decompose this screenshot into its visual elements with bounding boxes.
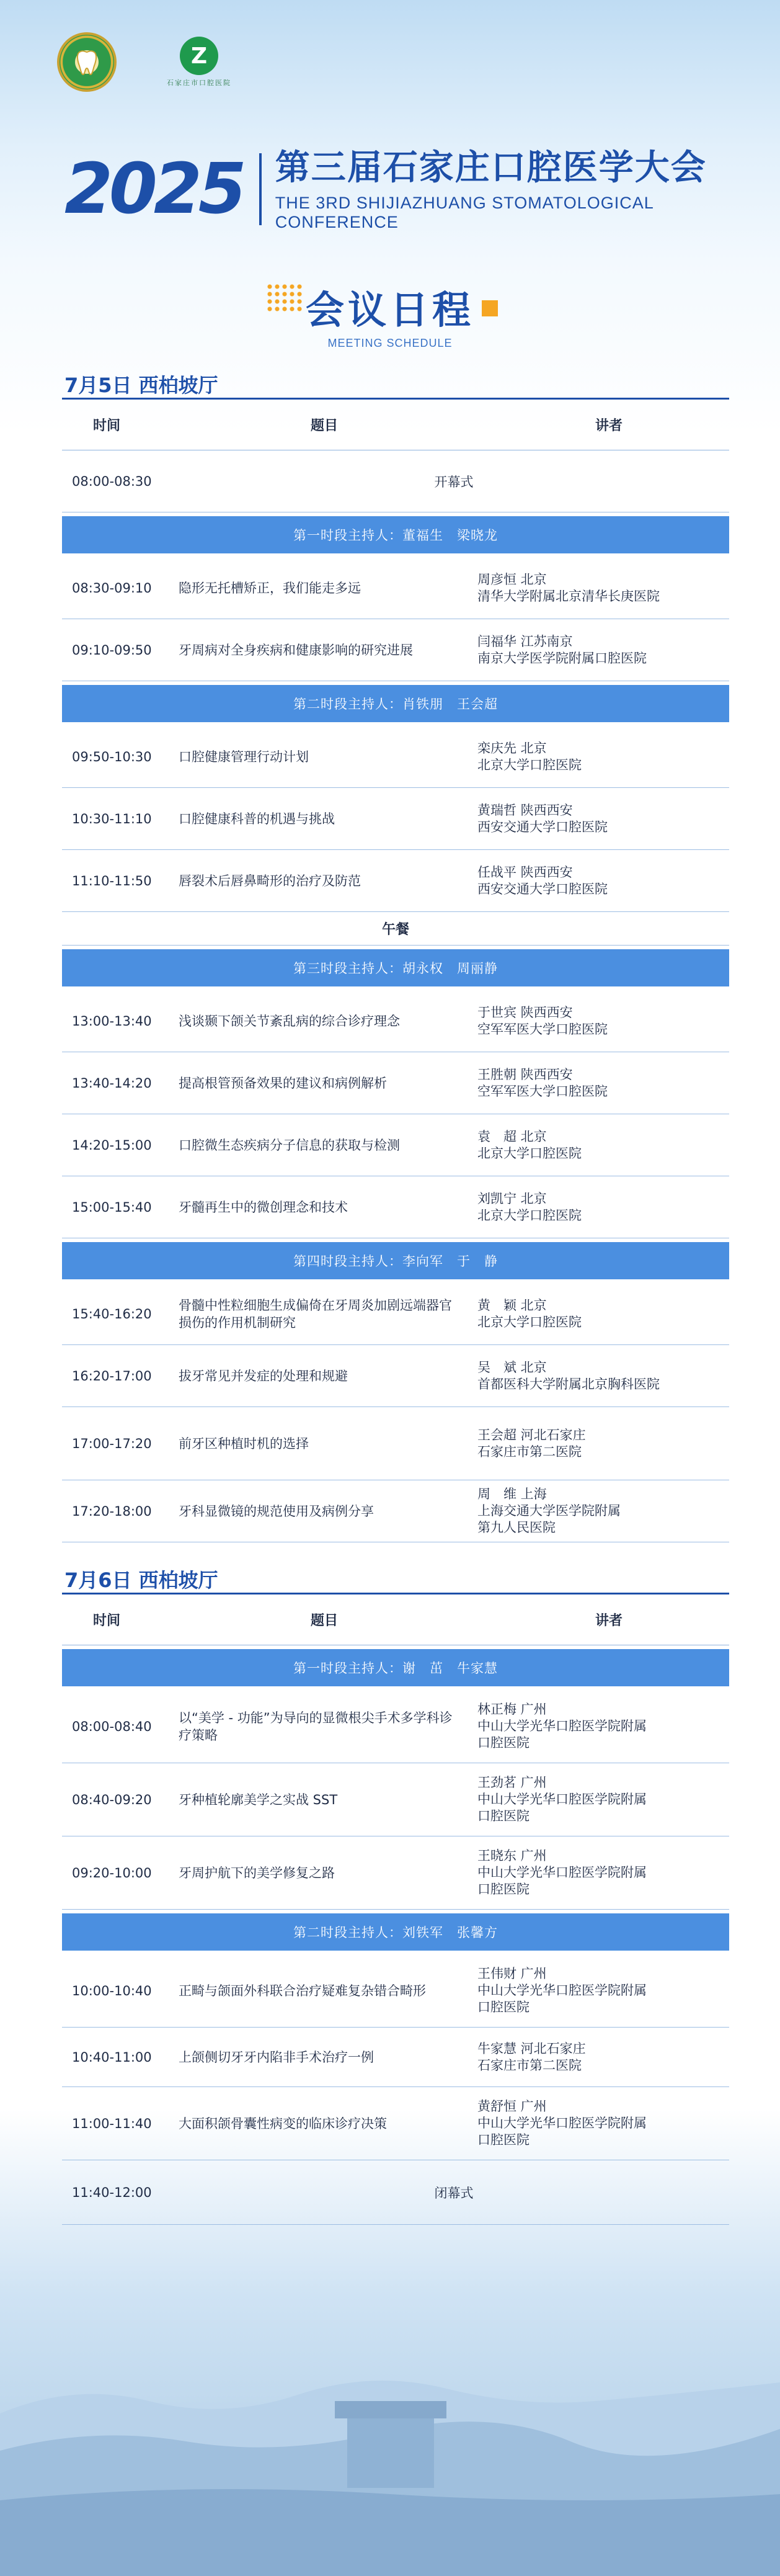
conference-year: 2025	[64, 149, 243, 230]
col-topic: 题目	[310, 418, 338, 434]
speaker-affiliation: 西安交通大学口腔医院	[477, 881, 608, 897]
speaker-affiliation: 北京大学口腔医院	[477, 1314, 582, 1330]
row-time: 09:10-09:50	[72, 642, 152, 658]
schedule-row	[62, 1836, 729, 1910]
schedule-row	[62, 1345, 729, 1407]
row-speaker	[471, 1297, 729, 1331]
day2-column-headers	[62, 1594, 729, 1645]
speaker-affiliation: 空军军医大学口腔医院	[477, 1083, 608, 1099]
speaker-name: 闫福华 江苏南京	[477, 633, 573, 649]
row-topic: 牙周护航下的美学修复之路	[179, 1865, 335, 1881]
row-time: 14:20-15:00	[72, 1137, 152, 1153]
row-time: 15:00-15:40	[72, 1199, 152, 1215]
hospital-mark-icon: Z	[180, 37, 218, 75]
row-speaker	[471, 1004, 729, 1038]
row-topic: 上颌侧切牙牙内陷非手术治疗一例	[179, 2049, 374, 2065]
row-speaker	[471, 1191, 729, 1224]
row-speaker	[471, 1848, 729, 1898]
row-time: 08:00-08:30	[72, 473, 152, 489]
col-speaker: 讲者	[595, 1613, 623, 1629]
row-time: 17:00-17:20	[72, 1436, 152, 1451]
row-topic: 隐形无托槽矫正，我们能走多远	[179, 580, 361, 596]
row-topic: 牙种植轮廓美学之实战 SST	[179, 1792, 338, 1807]
speaker-affiliation: 首都医科大学附属北京胸科医院	[477, 1376, 660, 1392]
speaker-affiliation: 北京大学口腔医院	[477, 1207, 582, 1223]
schedule-row	[62, 850, 729, 912]
row-speaker	[471, 1774, 729, 1825]
speaker-affiliation: 中山大学光华口腔医学院附属	[477, 1719, 647, 1733]
day2-rows	[62, 1649, 729, 2225]
day1-section	[62, 371, 729, 1542]
speaker-affiliation: 清华大学附属北京清华长庚医院	[477, 588, 660, 604]
speaker-name: 王晓东 广州	[477, 1848, 547, 1863]
day1-column-headers	[62, 400, 729, 450]
row-time: 16:20-17:00	[72, 1368, 152, 1384]
row-speaker	[471, 1359, 729, 1393]
speaker-affiliation: 北京大学口腔医院	[477, 757, 582, 772]
schedule-row	[62, 1954, 729, 2028]
speaker-affiliation: 中山大学光华口腔医学院附属	[477, 2116, 647, 2131]
speaker-name: 王劲茗 广州	[477, 1775, 547, 1790]
ceremony-label: 闭幕式	[434, 2185, 474, 2201]
speaker-name: 周彦恒 北京	[477, 571, 547, 587]
row-speaker	[471, 633, 729, 667]
title-en: THE 3RD SHIJIAZHUANG STOMATOLOGICAL CONFERENCE	[275, 194, 654, 231]
header	[0, 0, 780, 366]
col-speaker: 讲者	[595, 418, 623, 434]
row-topic: 牙髓再生中的微创理念和技术	[179, 1199, 348, 1215]
title-divider	[259, 153, 262, 225]
row-topic: 牙科显微镜的规范使用及病例分享	[179, 1503, 374, 1519]
row-topic: 口腔微生态疾病分子信息的获取与检测	[179, 1137, 400, 1153]
row-speaker	[471, 802, 729, 836]
speaker-affiliation: 西安交通大学口腔医院	[477, 819, 608, 834]
logos	[57, 32, 239, 92]
row-topic: 浅谈颞下颌关节紊乱病的综合诊疗理念	[179, 1013, 400, 1029]
speaker-name: 林正梅 广州	[477, 1702, 547, 1717]
speaker-name: 王胜朝 陕西西安	[477, 1067, 573, 1082]
row-time: 08:00-08:40	[72, 1719, 152, 1734]
schedule-title-cn: 会议日程	[305, 287, 474, 333]
ceremony-label: 开幕式	[434, 474, 474, 490]
speaker-affiliation-2: 口腔医院	[477, 1882, 530, 1897]
speaker-name: 任战平 陕西西安	[477, 864, 573, 880]
square-decoration-icon	[482, 300, 498, 316]
row-time: 09:50-10:30	[72, 749, 152, 764]
schedule-row	[62, 1763, 729, 1836]
schedule-row	[62, 726, 729, 788]
speaker-name: 于世宾 陕西西安	[477, 1004, 573, 1020]
speaker-affiliation: 北京大学口腔医院	[477, 1145, 582, 1161]
row-time: 10:00-10:40	[72, 1983, 152, 1998]
schedule-row	[62, 1690, 729, 1763]
row-topic: 提高根管预备效果的建议和病例解析	[179, 1075, 387, 1091]
speaker-affiliation-2: 口腔医院	[477, 1735, 530, 1750]
meal-break: 午餐	[62, 912, 729, 946]
schedule-row	[62, 1283, 729, 1345]
session-header: 第二时段主持人：肖铁朋 王会超	[62, 685, 729, 722]
row-topic: 唇裂术后唇鼻畸形的治疗及防范	[179, 873, 361, 888]
row-topic: 拔牙常见并发症的处理和规避	[179, 1368, 348, 1384]
row-speaker	[471, 1129, 729, 1162]
schedule-row	[62, 1480, 729, 1542]
schedule-row	[62, 990, 729, 1052]
campus-scene-illustration	[0, 2308, 780, 2576]
row-speaker	[471, 1701, 729, 1751]
schedule-row	[62, 2028, 729, 2087]
speaker-affiliation-2: 口腔医院	[477, 1809, 530, 1823]
row-topic: 以“美学 - 功能”为导向的显微根尖手术多学科诊疗策略	[179, 1710, 453, 1743]
col-time: 时间	[93, 418, 121, 434]
row-speaker	[471, 1966, 729, 2016]
speaker-affiliation: 中山大学光华口腔医学院附属	[477, 1792, 647, 1807]
row-topic: 大面积颌骨囊性病变的临床诊疗决策	[179, 2116, 387, 2131]
speaker-affiliation-2: 口腔医院	[477, 2000, 530, 2015]
session-header: 第二时段主持人：刘铁军 张馨方	[62, 1913, 729, 1951]
speaker-affiliation-2: 口腔医院	[477, 2132, 530, 2147]
schedule-row-ceremony	[62, 2160, 729, 2225]
schedule-row	[62, 557, 729, 619]
session-header: 第三时段主持人：胡永权 周丽静	[62, 949, 729, 986]
row-time: 10:30-11:10	[72, 811, 152, 826]
day2-title: 7月6日 西柏坡厅	[62, 1566, 729, 1594]
row-time: 11:10-11:50	[72, 873, 152, 888]
session-header: 第一时段主持人：董福生 梁晓龙	[62, 516, 729, 553]
schedule-row	[62, 1176, 729, 1238]
row-speaker	[471, 740, 729, 774]
col-time: 时间	[93, 1613, 121, 1629]
speaker-affiliation: 中山大学光华口腔医学院附属	[477, 1865, 647, 1880]
row-topic: 骨髓中性粒细胞生成偏倚在牙周炎加剧远端器官损伤的作用机制研究	[179, 1297, 452, 1330]
speaker-name: 黄瑞哲 陕西西安	[477, 802, 573, 818]
row-speaker	[471, 2098, 729, 2149]
speaker-name: 栾庆先 北京	[477, 740, 547, 756]
row-speaker	[471, 1427, 729, 1460]
schedule-row	[62, 2087, 729, 2160]
schedule-row	[62, 1114, 729, 1176]
schedule-row	[62, 1407, 729, 1480]
title-cn: 第三届石家庄口腔医学大会	[275, 148, 707, 188]
row-speaker	[471, 1486, 729, 1536]
col-topic: 题目	[310, 1613, 338, 1629]
speaker-name: 黄舒恒 广州	[477, 2099, 547, 2114]
row-time: 11:00-11:40	[72, 2116, 152, 2131]
speaker-affiliation: 空军军医大学口腔医院	[477, 1021, 608, 1037]
speaker-name: 王伟财 广州	[477, 1966, 547, 1981]
row-time: 09:20-10:00	[72, 1865, 152, 1881]
conference-title	[64, 146, 780, 232]
speaker-affiliation: 中山大学光华口腔医学院附属	[477, 1983, 647, 1998]
row-topic: 牙周病对全身疾病和健康影响的研究进展	[179, 642, 413, 658]
row-time: 08:30-09:10	[72, 580, 152, 596]
speaker-name: 吴 斌 北京	[477, 1359, 547, 1375]
row-speaker	[471, 571, 729, 605]
speaker-affiliation: 上海交通大学医学院附属	[477, 1503, 621, 1518]
row-time: 17:20-18:00	[72, 1503, 152, 1519]
schedule-title-block	[287, 279, 493, 334]
row-topic: 口腔健康科普的机遇与挑战	[179, 811, 335, 826]
schedule-row-ceremony	[62, 450, 729, 512]
row-speaker	[471, 2041, 729, 2074]
hospital-logo	[159, 37, 239, 87]
schedule-row	[62, 788, 729, 850]
day1-rows	[62, 450, 729, 1542]
day1-title: 7月5日 西柏坡厅	[62, 371, 729, 400]
schedule-row	[62, 619, 729, 681]
day2-section	[62, 1566, 729, 2225]
hospital-logo-text: 石家庄市口腔医院	[167, 79, 231, 87]
speaker-name: 王会超 河北石家庄	[477, 1427, 586, 1442]
session-header: 第四时段主持人：李向军 于 静	[62, 1242, 729, 1279]
speaker-name: 黄 颖 北京	[477, 1297, 547, 1313]
dots-decoration-icon	[266, 283, 302, 313]
speaker-name: 牛家慧 河北石家庄	[477, 2041, 586, 2056]
session-header: 第一时段主持人：谢 茁 牛家慧	[62, 1649, 729, 1686]
speaker-affiliation-2: 第九人民医院	[477, 1520, 556, 1535]
speaker-affiliation: 石家庄市第二医院	[477, 1444, 582, 1459]
row-time: 13:00-13:40	[72, 1013, 152, 1029]
speaker-name: 周 维 上海	[477, 1487, 547, 1501]
tooth-emblem-icon	[68, 43, 105, 81]
speaker-affiliation: 南京大学医学院附属口腔医院	[477, 650, 647, 666]
row-topic: 口腔健康管理行动计划	[179, 749, 309, 764]
speaker-name: 袁 超 北京	[477, 1129, 547, 1144]
schedule-heading	[0, 279, 780, 350]
row-time: 13:40-14:20	[72, 1075, 152, 1091]
schedule-title-en: MEETING SCHEDULE	[327, 337, 453, 349]
row-time: 15:40-16:20	[72, 1306, 152, 1322]
association-logo	[57, 32, 117, 92]
row-speaker	[471, 1067, 729, 1100]
row-time: 08:40-09:20	[72, 1792, 152, 1807]
row-speaker	[471, 864, 729, 898]
row-topic: 正畸与颌面外科联合治疗疑难复杂错合畸形	[179, 1983, 426, 1998]
speaker-name: 刘凯宁 北京	[477, 1191, 547, 1206]
schedule-row	[62, 1052, 729, 1114]
speaker-affiliation: 石家庄市第二医院	[477, 2057, 582, 2073]
row-topic: 前牙区种植时机的选择	[179, 1436, 309, 1451]
row-time: 11:40-12:00	[72, 2185, 152, 2200]
row-time: 10:40-11:00	[72, 2049, 152, 2065]
